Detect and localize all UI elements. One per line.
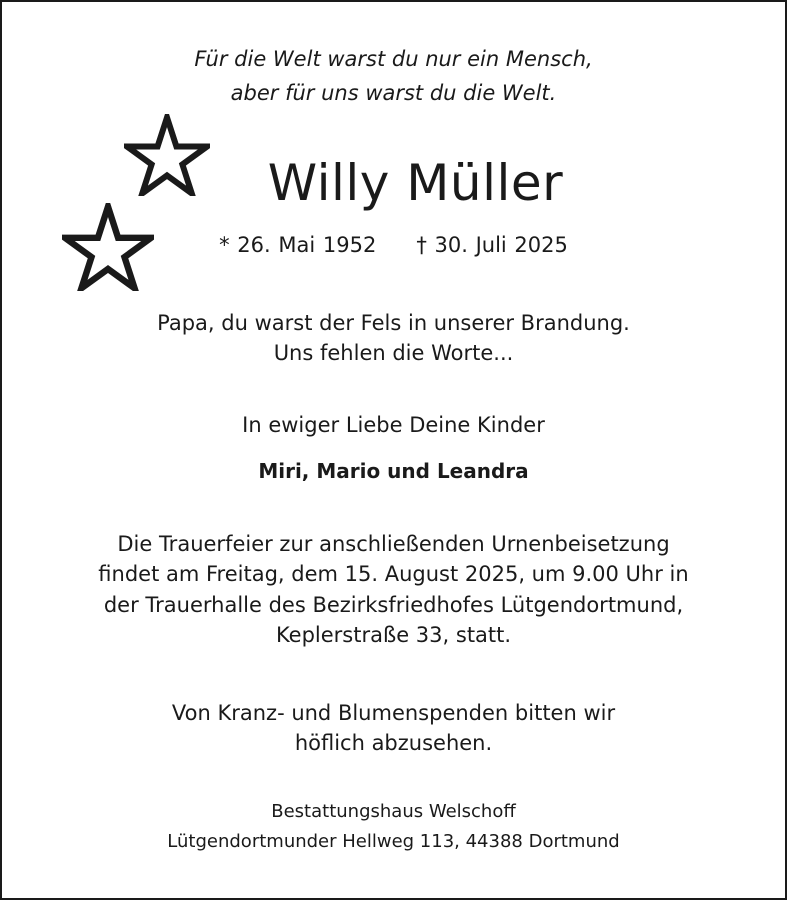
life-dates: [0, 233, 787, 257]
children-names: Miri, Mario und Leandra: [258, 459, 529, 483]
death-date: † 30. Juli 2025: [416, 233, 568, 257]
undertaker-name: Bestattungshaus Welschoff: [271, 801, 516, 822]
motto-line-2: aber für uns warst du die Welt.: [230, 81, 557, 105]
motto-line-1: Für die Welt warst du nur ein Mensch,: [194, 47, 593, 71]
flowers-line-1: Von Kranz- und Blumenspenden bitten wir: [171, 701, 616, 725]
birth-date: * 26. Mai 1952: [219, 233, 377, 257]
quote-line-1: Papa, du warst der Fels in unserer Brandung.: [157, 311, 630, 335]
signoff-text: In ewiger Liebe Deine Kinder: [242, 413, 545, 437]
ceremony-line-4: Keplerstraße 33, statt.: [275, 623, 512, 647]
ceremony-line-1: Die Trauerfeier zur anschließenden Urnenbeisetzung: [117, 532, 670, 556]
undertaker-address: Lütgendortmunder Hellweg 113, 44388 Dortmund: [167, 831, 620, 852]
quote-line-2: Uns fehlen die Worte...: [273, 341, 514, 365]
flowers-line-2: höflich abzusehen.: [294, 731, 493, 755]
ceremony-line-3: der Trauerhalle des Bezirksfriedhofes Lütgendortmund,: [103, 593, 684, 617]
deceased-name: Willy Müller: [267, 154, 564, 212]
ceremony-line-2: findet am Freitag, dem 15. August 2025, um 9.00 Uhr in: [98, 562, 689, 586]
